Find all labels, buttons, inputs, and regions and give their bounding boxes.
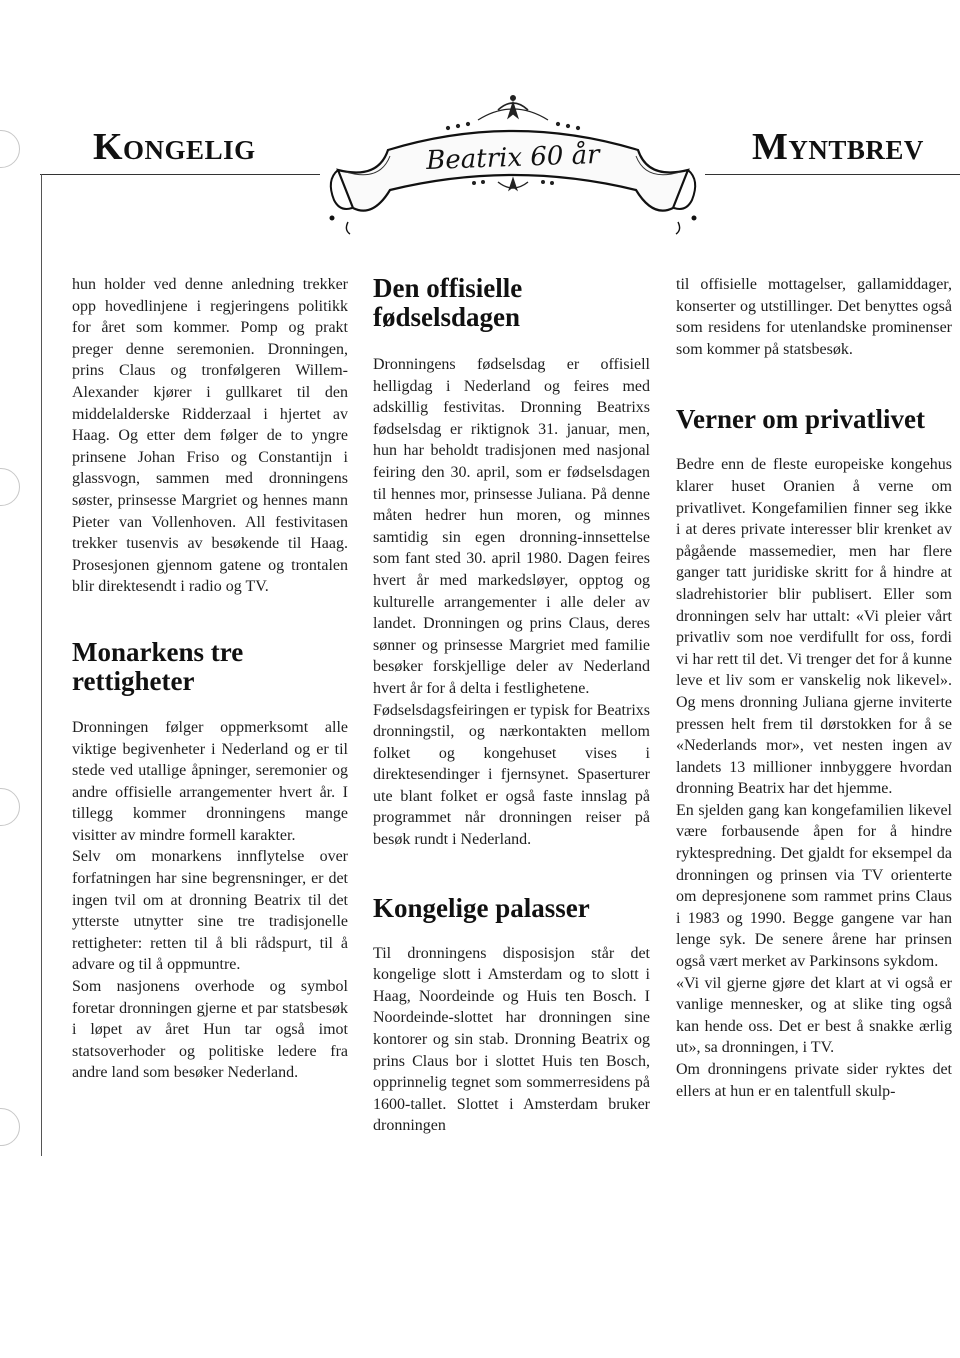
column1-paragraph: Dronningen følger oppmerksomt alle viktige begivenheter i Nederland og er til stede ved utallige åpninger, seremonier og andre offisielle arrangementer hvert år. I tillegg kommer dronningens mange visitter av mindre formell karakter. xyxy=(72,718,348,844)
ornament-bottom-icon xyxy=(473,178,554,190)
column2-paragraph: Fødselsdagsfeiringen er typisk for Beatrixs dronningstil, og nærkontakten mellom folket og kongehuset vises i direktesendinger i fjernsynet. Spaserturer ute blant folket er også faste innslag på programmet når dronningen reiser på besøk rundt i Nederland. xyxy=(373,701,650,849)
banner-text: Beatrix 60 år xyxy=(425,139,601,177)
column2-paragraph: Dronningens fødselsdag er offisiell helligdag i Nederland og feires med adskillig festivitas. Dronning Beatrixs fødselsdag er riktignok 31. januar, men, hun har beholdt tradisjonen med nasjonal feiring den 30. april, som er fødselsdagen til hennes mor, prinsesse Juliana. På denne måten hedrer hun moren, og minnes samtidig sin egen dronning-innsettelse som fant sted 30. april 1980. Dagen feires hvert år med markedsløyer, opptog og kulturelle arrangementer i alle deler av landet. Dronningen og prins Claus, deres sønner og prinsesse Margriet med familie besøker forskjellige deler av Nederland hvert år for å delta i festlighetene. xyxy=(373,356,650,697)
column3-paragraph: til offisielle mottagelser, gallamiddager, konserter og utstillinger. Det benyttes også som residens for utenlandske prominenser som kommer på statsbesøk. xyxy=(676,276,952,358)
binder-hole xyxy=(0,1108,20,1146)
column3-paragraph: Bedre enn de fleste europeiske kongehus klarer huset Oranien å verne om privatlivet. Kongefamilien finner seg ikke i at deres private interesser blir krenket av pågående massemedier, men har flere ganger tatt juridiske skritt for å hindre at sladrehistorier blir publisert. Eller som dronningen selv har uttalt: «Vi pleier vårt privatliv som noe verdifullt for oss, fordi vi har rett til det. Vi trenger det for å kunne leve et liv som er vanskelig nok likevel». Og mens dronning Juliana gjerne inviterte pressen helt frem til dørstokken for å se «Nederlands mor», vet nesten ingen av landets 13 millioner innbyggere hvordan dronning Beatrix har det hjemme. xyxy=(676,456,952,798)
column2-heading: Den offisielle fødselsdagen xyxy=(373,273,523,332)
binder-hole xyxy=(0,788,20,826)
column-2 xyxy=(373,274,650,1137)
column3-paragraph: «Vi vil gjerne gjøre det klart at vi også er vanlige mennesker, og at slike ting også kan hende oss. Det er best å snakke ærlig ut», sa dronningen, i TV. xyxy=(676,974,952,1057)
column3-heading: Verner om privatlivet xyxy=(676,404,925,435)
header-left-title: Kongelig xyxy=(93,126,256,168)
column1-paragraph: Selv om monarkens innflytelse over forfatningen har sine begrensninger, er det ingen tvil om at dronning Beatrix til det ytterste utnytter sine tre tradisjonelle rettigheter: retten til å bli rådspurt, til å advare og til å oppmuntre. xyxy=(72,848,348,974)
column1-paragraph: hun holder ved denne anledning trekker opp hovedlinjene i regjeringens politikk for året som kommer. Pomp og prakt preger denne seremonien. Dronningen, prins Claus og tronfølgeren Willem-Alexander kjører i gullkaret til den middelalderske Ridderzaal i hjertet av Haag. Og etter dem følger de to yngre prinsene Johan Friso og Constantijn i glassvogn, sammen med dronningens søster, prinsesse Margriet og hennes mann Pieter van Vollenhoven. All festivitasen trekker tusenvis av besøkende til Haag. Prosesjonen gjennom gatene og trontalen blir direktesendt i radio og TV. xyxy=(72,276,348,596)
header-right-title: Myntbrev xyxy=(752,126,924,168)
header-rule-left xyxy=(40,174,320,175)
ribbon-banner xyxy=(318,90,708,240)
left-margin-rule xyxy=(41,174,42,1156)
column3-paragraph: Om dronningens private sider ryktes det ellers at hun er en talentfull skulp- xyxy=(676,1061,952,1100)
ornament-top-icon xyxy=(446,96,579,130)
header-rule-right xyxy=(705,174,960,175)
column3-paragraph: En sjelden gang kan kongefamilien likevel være forbausende åpen for å hindre ryktespredning. Det gjaldt for eksempel da dronningen og prinsen via TV orienterte om depresjonene som rammet prins Claus i 1983 og 1990. Begge gangene var han lenge syk. De senere årene har prinsen også vært merket av Parkinsons sykdom. xyxy=(676,801,952,971)
column2-paragraph: Til dronningens disposisjon står det kongelige slott i Amsterdam og to slott i Haag, Noordeinde og Huis ten Bosch. I Noordeinde-slottet har dronningen sine kontorer og sin stab. Dronning Beatrix og prins Claus bor i slottet Huis ten Bosch, opprinnelig tegnet som sommerresidens på 1600-tallet. Slottet i Amsterdam bruker dronningen xyxy=(373,944,650,1135)
column2-heading-palasser: Kongelige palasser xyxy=(373,892,590,923)
binder-hole xyxy=(0,468,20,506)
column1-paragraph: Som nasjonens overhode og symbol foretar dronningen gjerne et par statsbesøk i løpet av året Hun tar også imot statsoverhoder og politiske ledere fra andre land som besøker Nederland. xyxy=(72,978,348,1082)
binder-hole xyxy=(0,130,20,168)
column-1 xyxy=(72,274,348,1084)
column1-heading: Monarkens tre rettigheter xyxy=(72,636,244,696)
column-3 xyxy=(676,274,952,1102)
